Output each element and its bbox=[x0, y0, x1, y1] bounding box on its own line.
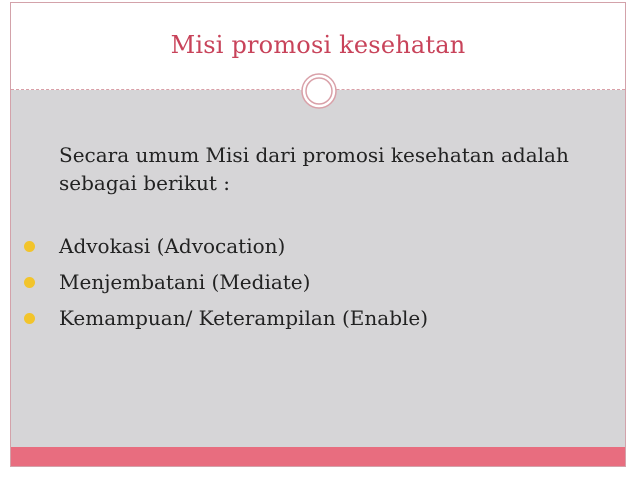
intro-text bbox=[59, 141, 609, 197]
intro-line-2: sebagai berikut : bbox=[59, 171, 231, 195]
bullet-text-advokasi: Advokasi (Advocation) bbox=[59, 234, 286, 258]
bullet-list bbox=[24, 233, 428, 341]
intro-line-1: Secara umum Misi dari promosi kesehatan adalah bbox=[59, 143, 569, 167]
double-circle-icon bbox=[300, 72, 338, 110]
filled-circle-bullet-icon bbox=[24, 313, 35, 324]
filled-circle-bullet-icon bbox=[24, 241, 35, 252]
bullet-item-kemampuan bbox=[24, 305, 428, 341]
bullet-item-advokasi bbox=[24, 233, 428, 269]
double-circle-svg bbox=[300, 72, 338, 110]
slide-title: Misi promosi kesehatan bbox=[170, 31, 466, 59]
bullet-text-menjembatani: Menjembatani (Mediate) bbox=[59, 270, 311, 294]
filled-circle-bullet-icon bbox=[24, 277, 35, 288]
bullet-item-menjembatani bbox=[24, 269, 428, 305]
bullet-text-kemampuan: Kemampuan/ Keterampilan (Enable) bbox=[59, 306, 429, 330]
